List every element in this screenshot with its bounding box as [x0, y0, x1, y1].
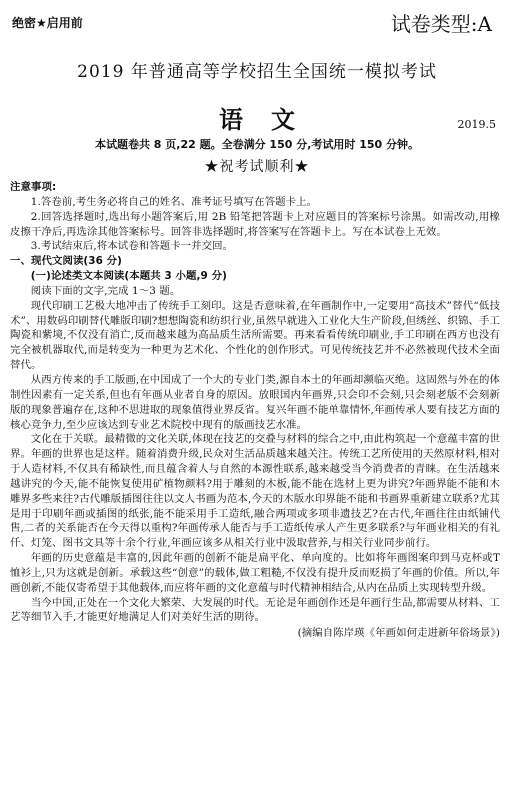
passage-paragraph: 年画的历史意蕴是丰富的,因此年画的创新不能是扁平化、单向度的。比如将年画图案印到马克杯或T恤衫上,只为这就是创新。承载这些“创意”的载体,做工粗糙,不仅没有提升反而贬损了年画的价值。所以,年画创新,不能仅寄希望于其他载体,而应将年画的文化意蕴与时代精神相结合,从内在品质上实现转型升级。: [10, 552, 500, 594]
note-item: 1.答卷前,考生务必将自己的姓名、准考证号填写在答题卡上。: [30, 195, 318, 208]
note-item: 3.考试结束后,将本试卷和答题卡一并交回。: [30, 240, 234, 253]
passage-source: (摘编自陈岸瑛《年画如何走进新年俗场景》): [297, 627, 500, 640]
passage-paragraph: 现代印刷工艺极大地冲击了传统手工刻印。这是否意味着,在年画制作中,一定要用“高技术”替代“低技术”、用数码印刷替代雕版印刷?想想陶瓷和纺织行业,虽然早就进入工业化大生产阶段,但绣丝、织锦、手工陶瓷和紫境,不仅没有消亡,反而越来越为高品质生活所需要。再来看看传统印刷业,手工印刷在西方也没有完全被机器取代,而是转变为一种更为艺术化、个性化的创作形式。可见传统技艺并不必然被现代技术全面替代。: [10, 299, 500, 372]
paper-type-label: 试卷类型:A: [390, 12, 492, 36]
reading-instruction: 阅读下面的文字,完成 1～3 题。: [30, 284, 181, 297]
exam-date: 2019.5: [457, 118, 496, 131]
section-heading: 一、现代文阅读(36 分): [10, 255, 122, 268]
secrecy-label: 绝密★启用前: [12, 16, 83, 30]
passage-paragraph: 当今中国,正处在一个文化大繁荣、大发展的时代。无论是年画创作还是年画行生品,都需要从材料、工艺等细节入手,才能更好地满足人们对美好生活的期待。: [10, 596, 500, 624]
notes-heading: 注意事项:: [10, 181, 57, 193]
passage-paragraph: 文化在于关联。最精微的文化关联,体现在技艺的交叠与材料的综合之中,由此构筑起一个意蕴丰富的世界。年画的世界也是这样。随着消费升级,民众对生活品质越来越关注。传统工艺所使用的天然原材料,相对于人造材料,不仅具有稀缺性,而且蕴含着人与自然的本源性联系,越来越受当今消费者的青睐。在生活越来越讲究的今天,能不能恢复使用矿植物颜料?用于雕刻的木板,能不能在选材上更为讲究?年画界能不能和木雕界多些来往?古代雕版插图往往以文人书画为范本,今天的木版水印界能不能和书画界重新建立联系?尤其是用于印刷年画或插图的纸张,能不能采用手工造纸,融合两项或多项非遗技艺?在古代,年画往往由纸铺代售,二者的关系能否在今天得以重构?年画传承人能否与手工造纸传承人产生更多联系?与年画业相关的有礼仟、灯笼、图书文具等十余个行业,年画应该多从相关行业中汲取营养,与相关行业同步前行。: [10, 433, 500, 550]
exam-title: 2019 年普通高等学校招生全国统一模拟考试: [77, 62, 437, 82]
subject-title: 语文: [219, 105, 323, 134]
good-luck-line: ★祝考试顺利★: [204, 159, 310, 175]
note-item: 2.回答选择题时,选出每小题答案后,用 2B 铅笔把答题卡上对应题目的答案标号涂黑。如需改动,用橡皮擦干净后,再选涂其他答案标号。回答非选择题时,将答案写在答题卡上。写在本试卷上无效。: [10, 210, 500, 238]
document-body: [10, 180, 500, 641]
passage-paragraph: 从西方传来的手工版画,在中国成了一个大的专业门类,源自本土的年画却濒临灭绝。这固然与外在的体制性因素有一定关系,但也有年画从业者自身的原因。放眼国内年画界,只会印不会刻,只会刻老版不会刻新版的现象普遍存在,这种不思进取的现象值得业界反省。复兴年画不能单靠情怀,年画传承人要有技艺方面的核心竞争力,至少应该达到专业艺术院校中现有的版画技艺水准。: [10, 373, 500, 431]
part-heading: (一)论述类文本阅读(本题共 3 小题,9 分): [30, 270, 227, 283]
exam-info: 本试题卷共 8 页,22 题。全卷满分 150 分,考试用时 150 分钟。: [94, 138, 420, 151]
